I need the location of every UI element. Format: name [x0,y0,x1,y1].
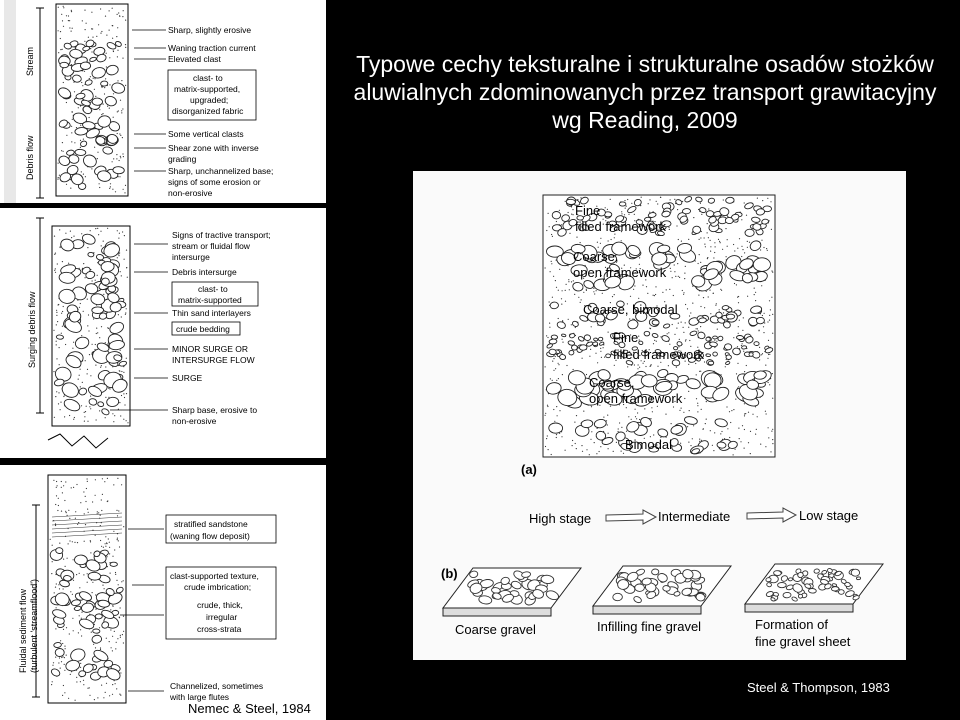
layer-label: Fine [575,203,601,218]
sediment-column [56,4,128,196]
gravel-framework-figure [413,171,906,660]
streamflood-label: (turbulent 'streamflood') [29,579,39,673]
annotation: intersurge [172,252,210,262]
sediment-column [48,475,126,703]
annotation: signs of some erosion or [168,177,261,187]
layer-label: open framework [573,265,667,280]
layer-label: Coarse, [589,375,635,390]
layer-label: filled framework [575,219,667,234]
surging-debris-flow-label: Surging debris flow [27,291,37,368]
annotation: Elevated clast [168,54,221,64]
surging-debris-flow-panel [0,208,326,458]
annotation: clast- to [198,284,228,294]
gravel-framework-panel [413,171,906,660]
layer-label: Coarse, [573,249,619,264]
annotation: Sharp base, erosive to [172,405,258,415]
annotation: stream or fluidal flow [172,241,250,251]
part-b-label: (b) [441,566,458,581]
annotation: stratified sandstone [174,519,248,529]
annotations [166,515,276,702]
layer-label: Coarse, bimodal [583,302,678,317]
annotation: Sharp, slightly erosive [168,25,252,35]
stage-label: High stage [529,511,592,526]
slide-title [330,50,960,134]
annotation: clast- to [193,73,223,83]
annotation: Waning traction current [168,43,256,53]
surging-debris-flow-figure [0,208,326,458]
annotation: Shear zone with inverse [168,143,259,153]
layer-label: open framework [589,391,683,406]
annotation: crude imbrication; [184,582,252,592]
annotations [172,230,271,426]
debris-flow-log-figure [0,0,326,203]
block-label: Infilling fine gravel [597,619,702,634]
layer-label: filled framework [613,347,705,362]
gravel-blocks [443,564,883,616]
gravel-column [543,195,775,457]
annotation: crude, thick, [197,600,243,610]
stream-label: Stream [25,46,35,76]
annotation: Thin sand interlayers [172,308,251,318]
annotation: non-erosive [168,188,213,198]
annotation: crude bedding [176,324,230,334]
title-line-2: aluwialnych zdominowanych przez transport grawitacyjny [353,79,937,105]
block-label: Coarse gravel [455,622,536,637]
annotation: disorganized fabric [172,106,244,116]
annotation: cross-strata [197,624,242,634]
annotation: matrix-supported [178,295,242,305]
annotation: Debris intersurge [172,267,237,277]
stage-label: Intermediate [658,509,731,524]
layer-label: Fine [613,330,639,345]
annotation: with large flutes [170,692,230,702]
annotation: SURGE [172,373,203,383]
part-a-label: (a) [521,462,537,477]
annotation: Channelized, sometimes [170,681,264,691]
stage-label: Low stage [799,508,859,523]
annotation: MINOR SURGE OR [172,344,249,354]
credit-right: Steel & Thompson, 1983 [747,680,890,695]
annotation: matrix-supported, [174,84,241,94]
fluidal-sediment-flow-figure [0,465,326,720]
title-line-3: wg Reading, 2009 [552,107,738,133]
credit-left: Nemec & Steel, 1984 [188,701,311,716]
layer-label: Bimodal [625,437,672,452]
block-label: fine gravel sheet [755,634,851,649]
debris-flow-label: Debris flow [25,135,35,180]
fluidal-sediment-flow-panel [0,465,326,720]
sediment-column [48,226,130,448]
annotation: (waning flow deposit) [170,531,250,541]
annotation: irregular [206,612,238,622]
block-label: Formation of [755,617,828,632]
annotation: Signs of tractive transport; [172,230,271,240]
annotation: grading [168,154,197,164]
title-line-1: Typowe cechy teksturalne i strukturalne osadów stożków [356,51,934,77]
annotation: INTERSURGE FLOW [172,355,255,365]
fluidal-flow-label: Fluidal sediment flow [18,588,28,673]
annotation: Sharp, unchannelized base; [168,166,274,176]
annotation: clast-supported texture, [170,571,259,581]
debris-flow-log-panel [0,0,326,203]
annotation: Some vertical clasts [168,129,244,139]
annotation: non-erosive [172,416,217,426]
annotation: upgraded; [190,95,229,105]
annotations [168,25,273,198]
